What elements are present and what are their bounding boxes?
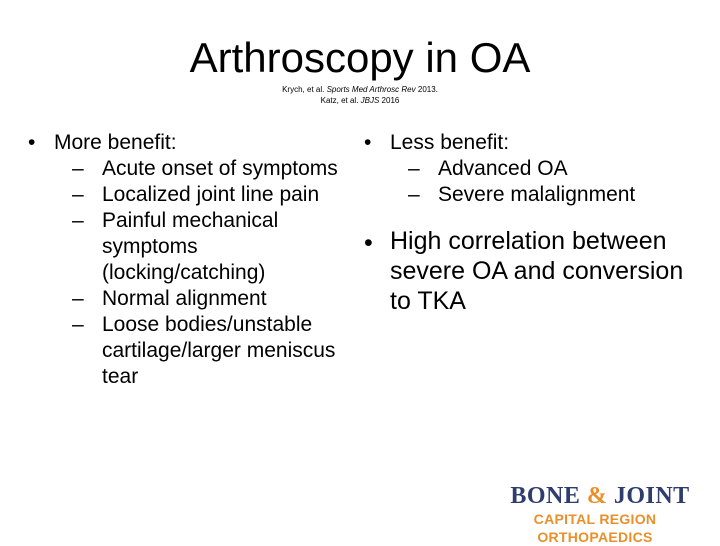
- list-item: – Localized joint line pain: [72, 183, 320, 206]
- bullet-dot-icon: •: [28, 131, 36, 154]
- citation: [0, 84, 720, 106]
- dash-icon: –: [72, 313, 84, 336]
- bullet-less-benefit: [364, 130, 704, 156]
- list-item: – Advanced OA: [408, 157, 568, 180]
- bullet-more-benefit: [28, 130, 358, 156]
- list-item: – Severe malalignment: [408, 183, 636, 206]
- bullet-high-correlation: • High correlation between severe OA and conversion to TKA: [364, 227, 684, 315]
- list-item: – Painful mechanical symptoms (locking/catching): [72, 209, 279, 284]
- citation-line-1: Krych, et al. Sports Med Arthrosc Rev 2013.: [282, 85, 438, 94]
- bone-joint-logo: [480, 482, 710, 546]
- slide-title: Arthroscopy in OA: [189, 34, 531, 81]
- dash-icon: –: [72, 287, 84, 310]
- dash-icon: –: [72, 183, 84, 206]
- list-item: – Loose bodies/unstable cartilage/larger meniscus tear: [72, 313, 336, 388]
- dash-icon: –: [408, 157, 420, 180]
- list-item: – Acute onset of symptoms: [72, 157, 338, 180]
- citation-line-2: Katz, et al. JBJS 2016: [320, 96, 400, 105]
- bullet-dot-icon: •: [364, 131, 372, 154]
- list-item: – Normal alignment: [72, 287, 267, 310]
- bullet-heading: Less benefit:: [390, 131, 510, 154]
- logo-wordmark: BONE & JOINT: [510, 483, 690, 509]
- dash-icon: –: [408, 183, 420, 206]
- bullet-dot-icon: •: [364, 229, 373, 257]
- bullet-heading: More benefit:: [54, 131, 177, 154]
- logo-subtitle: CAPITAL REGION ORTHOPAEDICS: [533, 511, 657, 545]
- right-column: [364, 130, 704, 316]
- left-column: [28, 130, 358, 390]
- dash-icon: –: [72, 209, 84, 232]
- dash-icon: –: [72, 157, 84, 180]
